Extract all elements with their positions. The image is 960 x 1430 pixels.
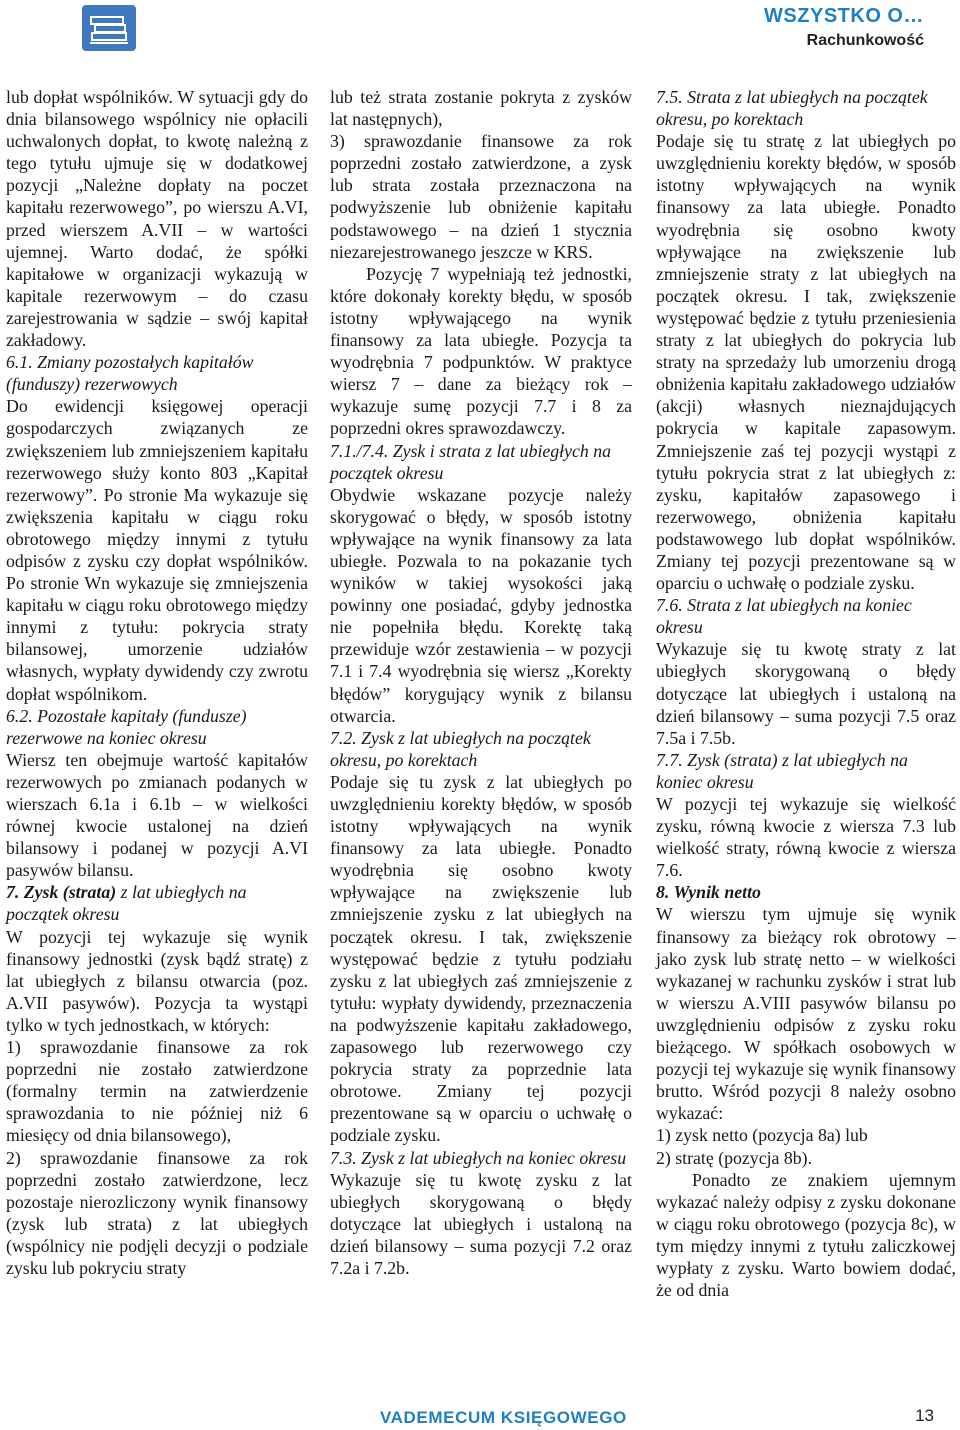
paragraph: 2) sprawozdanie finansowe za rok poprzedni zostało zatwierdzone, lecz pozostaje nierozliczony wynik finansowy (zysk lub strata) z lat ubiegłych (wspólnicy nie podjęli decyzji o podziale zysku lub pokryciu straty	[6, 1147, 308, 1278]
subsection-heading: 7.1./7.4. Zysk i strata z lat ubiegłych na początek okresu	[330, 440, 612, 483]
paragraph: lub też strata zostanie pokryta z zysków lat następnych),	[330, 87, 632, 130]
subsection-heading: 6.1. Zmiany pozostałych kapitałów (funduszy) rezerwowych	[6, 352, 254, 395]
paragraph: Podaje się tu stratę z lat ubiegłych po uwzględnieniu korekty błędów, w sposób istotny wpływających na wynik finansowy za lata ubiegłe. Ponadto wyodrębnia się osobno kwoty wpływające na zwiększenie lub zmniejszenie straty z lat ubiegłych na początek okresu. I tak, zwiększenie występować będzie z tytułu przeniesienia straty z lat ubiegłych do pokrycia lub straty na sprzedaży lub umorzeniu drogą obniżenia kapitału zakładowego udziałów (akcji) własnych nieznajdujących pokrycia w kapitale zapasowym. Zmniejszenie zaś tej pozycji wystąpi z tytułu pokrycia strat z lat ubiegłych z: zysku, kapitałów zapasowego i rezerwowego, obniżenia kapitału podstawowego lub dopłat wspólników. Zmiany tej pozycji prezentowane są w oparciu o uchwałę o podziale zysku.	[656, 131, 956, 594]
text-column-3	[656, 86, 956, 1366]
publication-title: VADEMECUM KSIĘGOWEGO	[380, 1408, 627, 1427]
subsection-heading: 7.7. Zysk (strata) z lat ubiegłych na koniec okresu	[656, 749, 908, 792]
paragraph: Podaje się tu zysk z lat ubiegłych po uwzględnieniu korekty błędów, w sposób istotny wpływających na wynik finansowy za lata ubiegłe. Ponadto wyodrębnia się osobno kwoty wpływające na zwiększenie lub zmniejszenie zysku z lat ubiegłych na początek okresu. I tak, zwiększenie występować będzie z tytułu podziału zysku z lat ubiegłych zaś zmniejszenie z tytułu: wypłaty dywidendy, przeznaczenia na podwyższenie kapitału zakładowego, zapasowego lub rezerwowego czy pokrycia straty za poprzednie lata obrotowe. Zmiany tej pozycji prezentowane są w oparciu o uchwałę o podziale zysku.	[330, 771, 632, 1146]
subsection-heading: 6.2. Pozostałe kapitały (fundusze) rezerwowe na koniec okresu	[6, 705, 247, 748]
paragraph: Obydwie wskazane pozycje należy skorygować o błędy, w sposób istotny wpływające na wynik finansowy za lata ubiegłe. Pozwala to na pokazanie tych wyników w takiej wysokości jaką powinny one posiadać, gdyby jednostka nie popełniła błędu. Korektę taką przewiduje wzór zestawienia – w pozycji 7.1 i 7.4 wyodrębnia się wiersz „Korekty błędów” korygujący wynik z bilansu otwarcia.	[330, 484, 632, 726]
paragraph: W pozycji tej wykazuje się wynik finansowy jednostki (zysk bądź stratę) z lat ubiegłych z bilansu otwarcia (poz. A.VII pasywów). Pozycja ta wystąpi tylko w tych jednostkach, w których:	[6, 926, 308, 1035]
paragraph: Wiersz ten obejmuje wartość kapitałów rezerwowych po zmianach podanych w wierszach 6.1a i 6.1b – w wielkości równej kwocie ustalonej na dzień bilansowy i podanej w pozycji A.VI pasywów bilansu.	[6, 749, 308, 881]
paragraph: 3) sprawozdanie finansowe za rok poprzedni zostało zatwierdzone, a zysk lub strata została przeznaczona na podwyższenie lub obniżenie kapitału podstawowego – na dzień 1 stycznia niezarejestrowanego jeszcze w KRS.	[330, 131, 632, 262]
subsection-heading: 7.5. Strata z lat ubiegłych na początek okresu, po korektach	[656, 87, 928, 130]
section-heading	[656, 881, 956, 903]
list-item: 1) zysk netto (pozycja 8a) lub	[656, 1125, 868, 1146]
subsection-heading: 7.6. Strata z lat ubiegłych na koniec okresu	[656, 595, 912, 638]
paragraph: 1) sprawozdanie finansowe za rok poprzedni nie zostało zatwierdzone (formalny termin na zatwierdzenie sprawozdania to nie później niż 6 miesięcy od dnia bilansowego),	[6, 1037, 308, 1146]
text-column-2	[330, 86, 632, 1366]
paragraph: W wierszu tym ujmuje się wynik finansowy za bieżący rok obrotowy – jako zysk lub stratę netto – w wielkości wykazanej w rachunku zysków i strat lub w wierszu A.VIII pasywów bilansu po uwzględnieniu odpisów z zysku roku bieżącego. W spółkach osobowych w pozycji tej wykazuje się wynik finansowy brutto. Wśród pozycji 8 należy osobno wykazać:	[656, 904, 956, 1124]
paragraph: Do ewidencji księgowej operacji gospodarczych związanych ze zwiększeniem lub zmniejszeniem kapitału rezerwowego służy konto 803 „Kapitał rezerwowy”. Po stronie Ma wykazuje się zwiększenia kapitału w ciągu roku obrotowego między innymi z tytułu odpisów z zysku czy dopłat wspólników. Po stronie Wn wykazuje się zmniejszenia kapitału w ciągu roku obrotowego między innymi z tytułu: pokrycia straty bilansowej, umorzenie udziałów własnych, wypłaty dywidendy czy zwrotu dopłat wspólnikom.	[6, 396, 308, 704]
paragraph: Ponadto ze znakiem ujemnym wykazać należy odpisy z zysku dokonane w ciągu roku obrotowego (pozycja 8c), w tym między innymi z tytułu zaliczkowej wypłaty z zysku. Warto bowiem dodać, że od dnia	[656, 1169, 956, 1301]
section-title: WSZYSTKO O…	[764, 5, 924, 27]
running-header	[764, 4, 924, 52]
page-number: 13	[915, 1406, 934, 1425]
heading-text: z lat ubiegłych na początek okresu	[6, 882, 247, 925]
subsection-heading: 7.3. Zysk z lat ubiegłych na koniec okresu	[330, 1147, 627, 1168]
subsection-heading: 7.2. Zysk z lat ubiegłych na początek okresu, po korektach	[330, 727, 591, 770]
paragraph: lub dopłat wspólników. W sytuacji gdy do dnia bilansowego wspólnicy nie opłacili uchwalonych dopłat, to kwotę należną z tego tytułu ujmuje się w dodatkowej pozycji „Należne dopłaty na poczet kapitału rezerwowego”, po wierszu A.VI, przed wierszem A.VII – w wartości ujemnej. Warto dodać, że spółki kapitałowe w organizacji wykazują w kapitale rezerwowym – do czasu zarejestrowania w sądzie – swój kapitał zakładowy.	[6, 87, 308, 351]
books-icon	[82, 5, 136, 51]
subsection-title: Rachunkowość	[806, 32, 924, 49]
list-item: 2) stratę (pozycja 8b).	[656, 1147, 813, 1168]
section-heading	[6, 881, 308, 925]
paragraph: Wykazuje się tu kwotę zysku z lat ubiegłych skorygowaną o błędy dotyczące lat ubiegłych i ustaloną na dzień bilansowy – suma pozycji 7.2 oraz 7.2a i 7.2b.	[330, 1169, 632, 1278]
paragraph: Wykazuje się tu kwotę straty z lat ubiegłych skorygowaną o błędy dotyczące lat ubiegłych i ustaloną na dzień bilansowy – suma pozycji 7.5 oraz 7.5a i 7.5b.	[656, 639, 956, 748]
heading-number: 8. Wynik netto	[656, 882, 761, 903]
heading-number: 7. Zysk (strata)	[6, 882, 117, 903]
paragraph: Pozycję 7 wypełniają też jednostki, które dokonały korekty błędu, w sposób istotny wpływającego na wynik finansowy za lata ubiegłe. Pozycja ta wyodrębnia 7 podpunktów. W praktyce wiersz 7 – dane za bieżący rok – wykazuje sumę pozycji 7.7 i 8 za poprzedni okres sprawozdawczy.	[330, 263, 632, 439]
paragraph: W pozycji tej wykazuje się wielkość zysku, równą kwocie z wiersza 7.3 lub wielkość straty, równą kwocie z wiersza 7.6.	[656, 794, 956, 881]
text-column-1	[6, 86, 308, 1366]
